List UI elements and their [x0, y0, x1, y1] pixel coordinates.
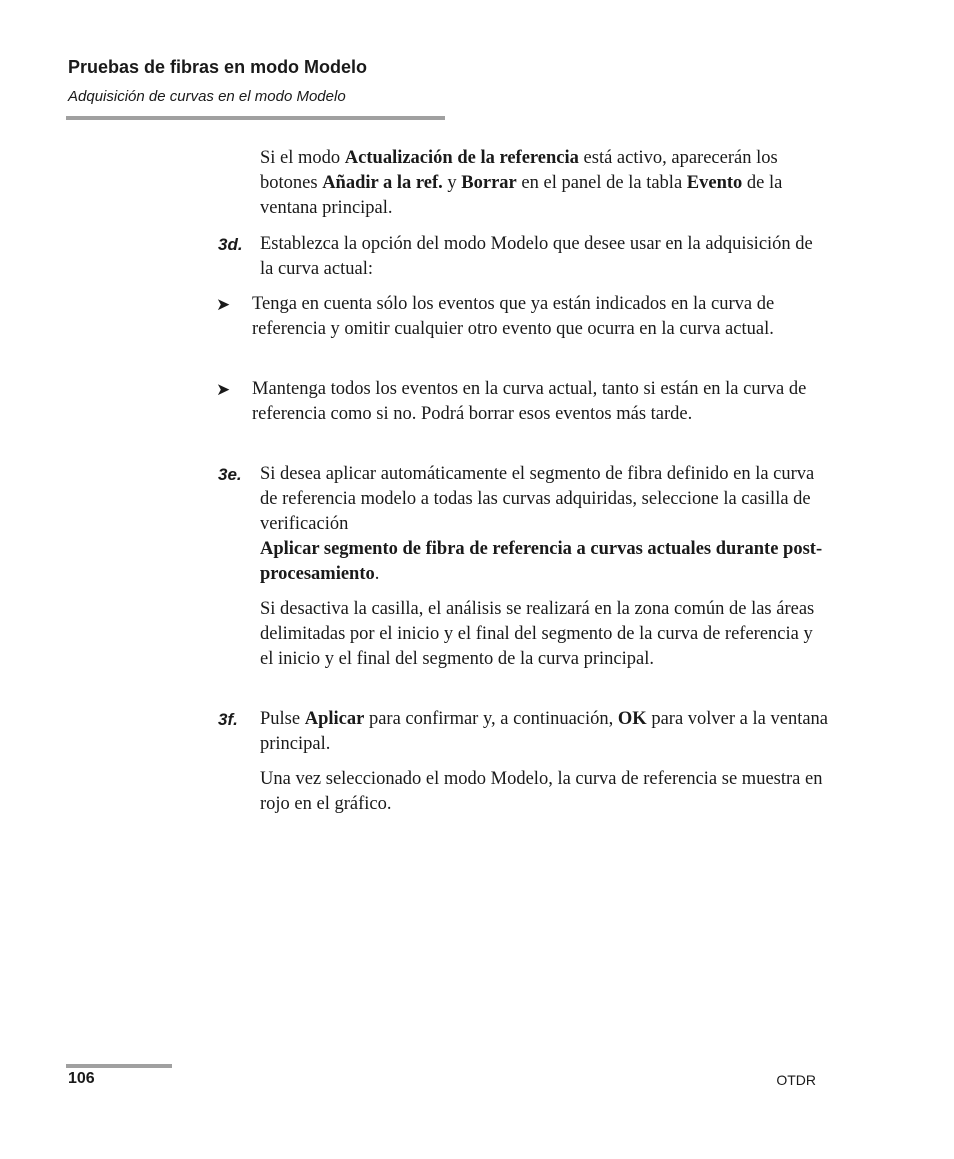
bold-term: Aplicar — [304, 709, 365, 729]
bullet-arrow-icon: ➤ — [216, 380, 231, 400]
step-3f-text — [260, 707, 830, 757]
header-subtitle: Adquisición de curvas en el modo Modelo — [68, 88, 346, 105]
step-3d-text: Establezca la opción del modo Modelo que desee usar en la adquisición de la curva actual: — [260, 234, 813, 279]
bold-term: Añadir a la ref. — [322, 173, 443, 193]
bold-term: OK — [617, 709, 647, 729]
bold-term: Evento — [686, 173, 743, 193]
text-span: para volver a la ventana principal. — [260, 709, 829, 754]
step-3f-label: 3f. — [218, 710, 238, 729]
bullet-item: Tenga en cuenta sólo los eventos que ya están indicados en la curva de referencia y omitir cualquier otro evento que ocurra en la curva actual. — [252, 294, 775, 339]
bold-term: Actualización de la referencia — [344, 148, 579, 168]
bold-term: Borrar — [461, 173, 517, 193]
footer-rule — [66, 1064, 172, 1068]
header-rule — [66, 116, 445, 120]
page-number: 106 — [68, 1070, 95, 1087]
bullet-arrow-icon: ➤ — [216, 295, 231, 315]
step-3e-label: 3e. — [218, 465, 242, 484]
step-3e-text — [260, 462, 830, 587]
text-span: Si desea aplicar automáticamente el segmento de fibra definido en la curva de referencia modelo a todas las curvas adquiridas, seleccione la casilla de verificación — [260, 464, 815, 534]
text-span: . — [374, 564, 380, 584]
checkbox-note-paragraph: Si desactiva la casilla, el análisis se realizará en la zona común de las áreas delimitadas por el inicio y el final del segmento de la curva de referencia y el inicio y el final del segmento de la curva principal. — [260, 599, 815, 669]
product-name: OTDR — [776, 1072, 816, 1088]
step-3d-label: 3d. — [218, 235, 243, 254]
text-span: Pulse — [260, 709, 305, 729]
checkbox-option-name: Aplicar segmento de fibra de referencia a curvas actuales durante post-procesamiento — [260, 539, 823, 584]
reference-update-paragraph — [260, 146, 830, 221]
text-span: y — [442, 173, 462, 193]
text-span: está activo, aparecerán los botones — [260, 148, 778, 193]
bullet-item: Mantenga todos los eventos en la curva actual, tanto si están en la curva de referencia como si no. Podrá borrar esos eventos más tarde. — [252, 379, 807, 424]
text-span: Si el modo — [260, 148, 345, 168]
text-span: para confirmar y, a continuación, — [364, 709, 618, 729]
final-paragraph: Una vez seleccionado el modo Modelo, la curva de referencia se muestra en rojo en el gráfico. — [260, 769, 823, 814]
text-span: en el panel de la tabla — [516, 173, 687, 193]
text-span: de la ventana principal. — [260, 173, 783, 218]
header-title: Pruebas de fibras en modo Modelo — [68, 57, 368, 77]
